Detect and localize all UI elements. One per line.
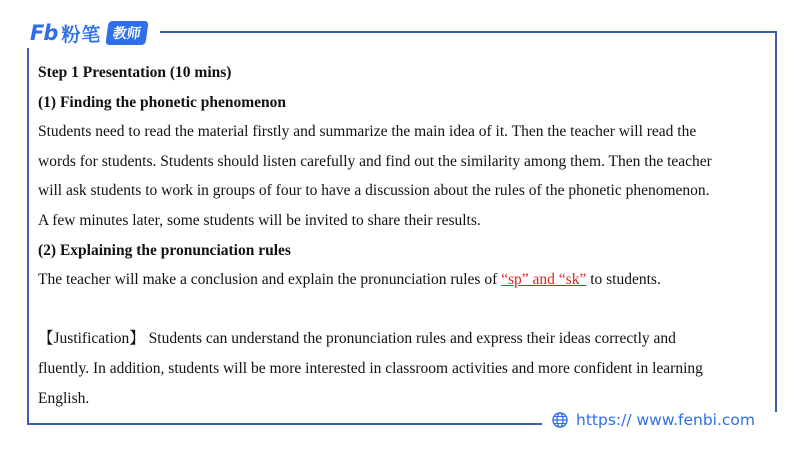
lesson-content (38, 58, 768, 413)
fenbi-logo (30, 20, 147, 46)
logo-mark: Fb (30, 21, 58, 45)
conclusion-text-after: to students. (586, 271, 661, 289)
footer-url (552, 409, 755, 431)
highlighted-sounds: “sp” and “sk” (501, 271, 587, 289)
paragraph-line: words for students. Students should listen carefully and find out the similarity among them. Then the teacher (38, 152, 712, 170)
blank-line (38, 295, 768, 325)
logo-brand-text: 粉笔 (61, 23, 102, 46)
sub-heading-explaining: (2) Explaining the pronunciation rules (38, 241, 291, 259)
paragraph-line: will ask students to work in groups of four to have a discussion about the rules of the phonetic phenomenon. (38, 182, 710, 200)
frame-top-line (160, 31, 777, 33)
logo-badge: 教师 (106, 21, 149, 45)
conclusion-paragraph (38, 265, 768, 295)
url-text: https:// www.fenbi.com (576, 411, 756, 429)
justification-line: fluently. In addition, students will be more interested in classroom activities and more confident in learning (38, 359, 703, 377)
step-heading: Step 1 Presentation (10 mins) (38, 64, 232, 81)
frame-right-line (775, 31, 777, 412)
globe-icon (552, 412, 568, 428)
conclusion-text-before: The teacher will make a conclusion and explain the pronunciation rules of (38, 271, 502, 289)
paragraph-line: A few minutes later, some students will be invited to share their results. (38, 211, 481, 229)
paragraph-line: Students need to read the material firstly and summarize the main idea of it. Then the teacher will read the (38, 123, 697, 141)
frame-bottom-line (27, 423, 542, 425)
sub-heading-finding: (1) Finding the phonetic phenomenon (38, 93, 287, 111)
frame-left-line (27, 48, 29, 425)
justification-line: English. (38, 389, 90, 407)
justification-line: 【Justification】 Students can understand the pronunciation rules and express their ideas correctly and (38, 330, 676, 348)
